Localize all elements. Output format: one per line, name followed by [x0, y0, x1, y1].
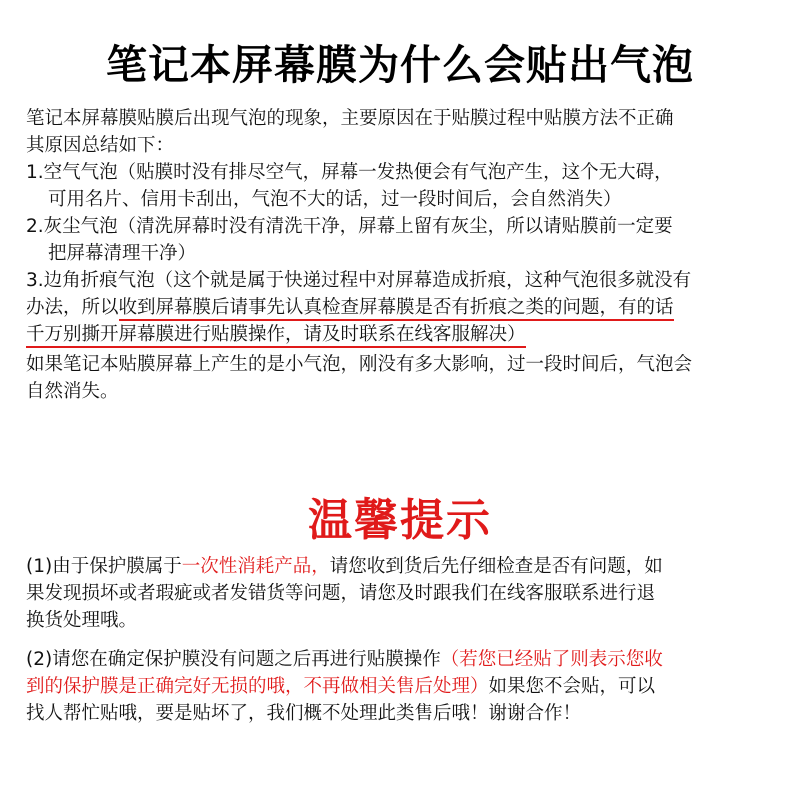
intro-line-1: 笔记本屏幕膜贴膜后出现气泡的现象，主要原因在于贴膜过程中贴膜方法不正确: [26, 108, 674, 129]
notice-2-highlight-1: （若您已经贴了则表示您收: [440, 649, 663, 670]
item-3-line-2-plain: 办法，所以: [26, 297, 119, 318]
notice-2-line-1-a: (2)请您在确定保护膜没有问题之后再进行贴膜操作: [26, 649, 441, 670]
intro-line-2: 其原因总结如下：: [26, 135, 175, 156]
item-3-line-1: 3.边角折痕气泡（这个就是属于快递过程中对屏幕造成折痕，这种气泡很多就没有: [26, 270, 692, 291]
explanation-section: [26, 105, 782, 348]
small-bubble-section: [26, 351, 782, 405]
item-3-underlined-warning-2: 千万别撕开屏幕膜进行贴膜操作，请及时联系在线客服解决）: [26, 324, 526, 348]
item-1-line-1: 1.空气气泡（贴膜时没有排尽空气，屏幕一发热便会有气泡产生，这个无大碍，: [26, 162, 673, 183]
item-2-line-2: 把屏幕清理干净）: [48, 243, 197, 264]
notice-2-highlight-2: 到的保护膜是正确完好无损的哦，不再做相关售后处理）: [26, 676, 489, 697]
item-1-line-2: 可用名片、信用卡刮出，气泡不大的话，过一段时间后，会自然消失）: [48, 189, 622, 210]
notice-1-line-1: [26, 553, 782, 580]
item-3-line-3: [26, 321, 782, 348]
notice-2: [26, 646, 782, 727]
notice-1-line-2: 果发现损坏或者瑕疵或者发错货等问题，请您及时跟我们在线客服联系进行退: [26, 583, 656, 604]
notice-2-line-2-b: 如果您不会贴，可以: [488, 676, 656, 697]
notice-1-highlight: 一次性消耗产品，: [181, 556, 330, 577]
item-2-line-1: 2.灰尘气泡（清洗屏幕时没有清洗干净，屏幕上留有灰尘，所以请贴膜前一定要: [26, 216, 673, 237]
notice-1-line-1-b: 请您收到货后先仔细检查是否有问题，如: [329, 556, 663, 577]
item-3-underlined-warning-1: 收到屏幕膜后请事先认真检查屏幕膜是否有折痕之类的问题，有的话: [119, 297, 674, 321]
notice-2-line-1: [26, 646, 782, 673]
notice-2-line-3: 找人帮忙贴哦，要是贴坏了，我们概不处理此类售后哦！谢谢合作！: [26, 703, 582, 724]
notice-2-line-2: [26, 673, 782, 700]
small-bubble-line-2: 自然消失。: [26, 381, 119, 402]
tips-title: 温馨提示: [308, 495, 492, 546]
small-bubble-line-1: 如果笔记本贴膜屏幕上产生的是小气泡，刚没有多大影响，过一段时间后，气泡会: [26, 354, 693, 375]
page-title: 笔记本屏幕膜为什么会贴出气泡: [106, 41, 694, 89]
notice-1-line-3: 换货处理哦。: [26, 610, 138, 631]
notice-1: [26, 553, 782, 634]
notice-1-line-1-a: (1)由于保护膜属于: [26, 556, 182, 577]
item-3-line-2: [26, 294, 782, 321]
